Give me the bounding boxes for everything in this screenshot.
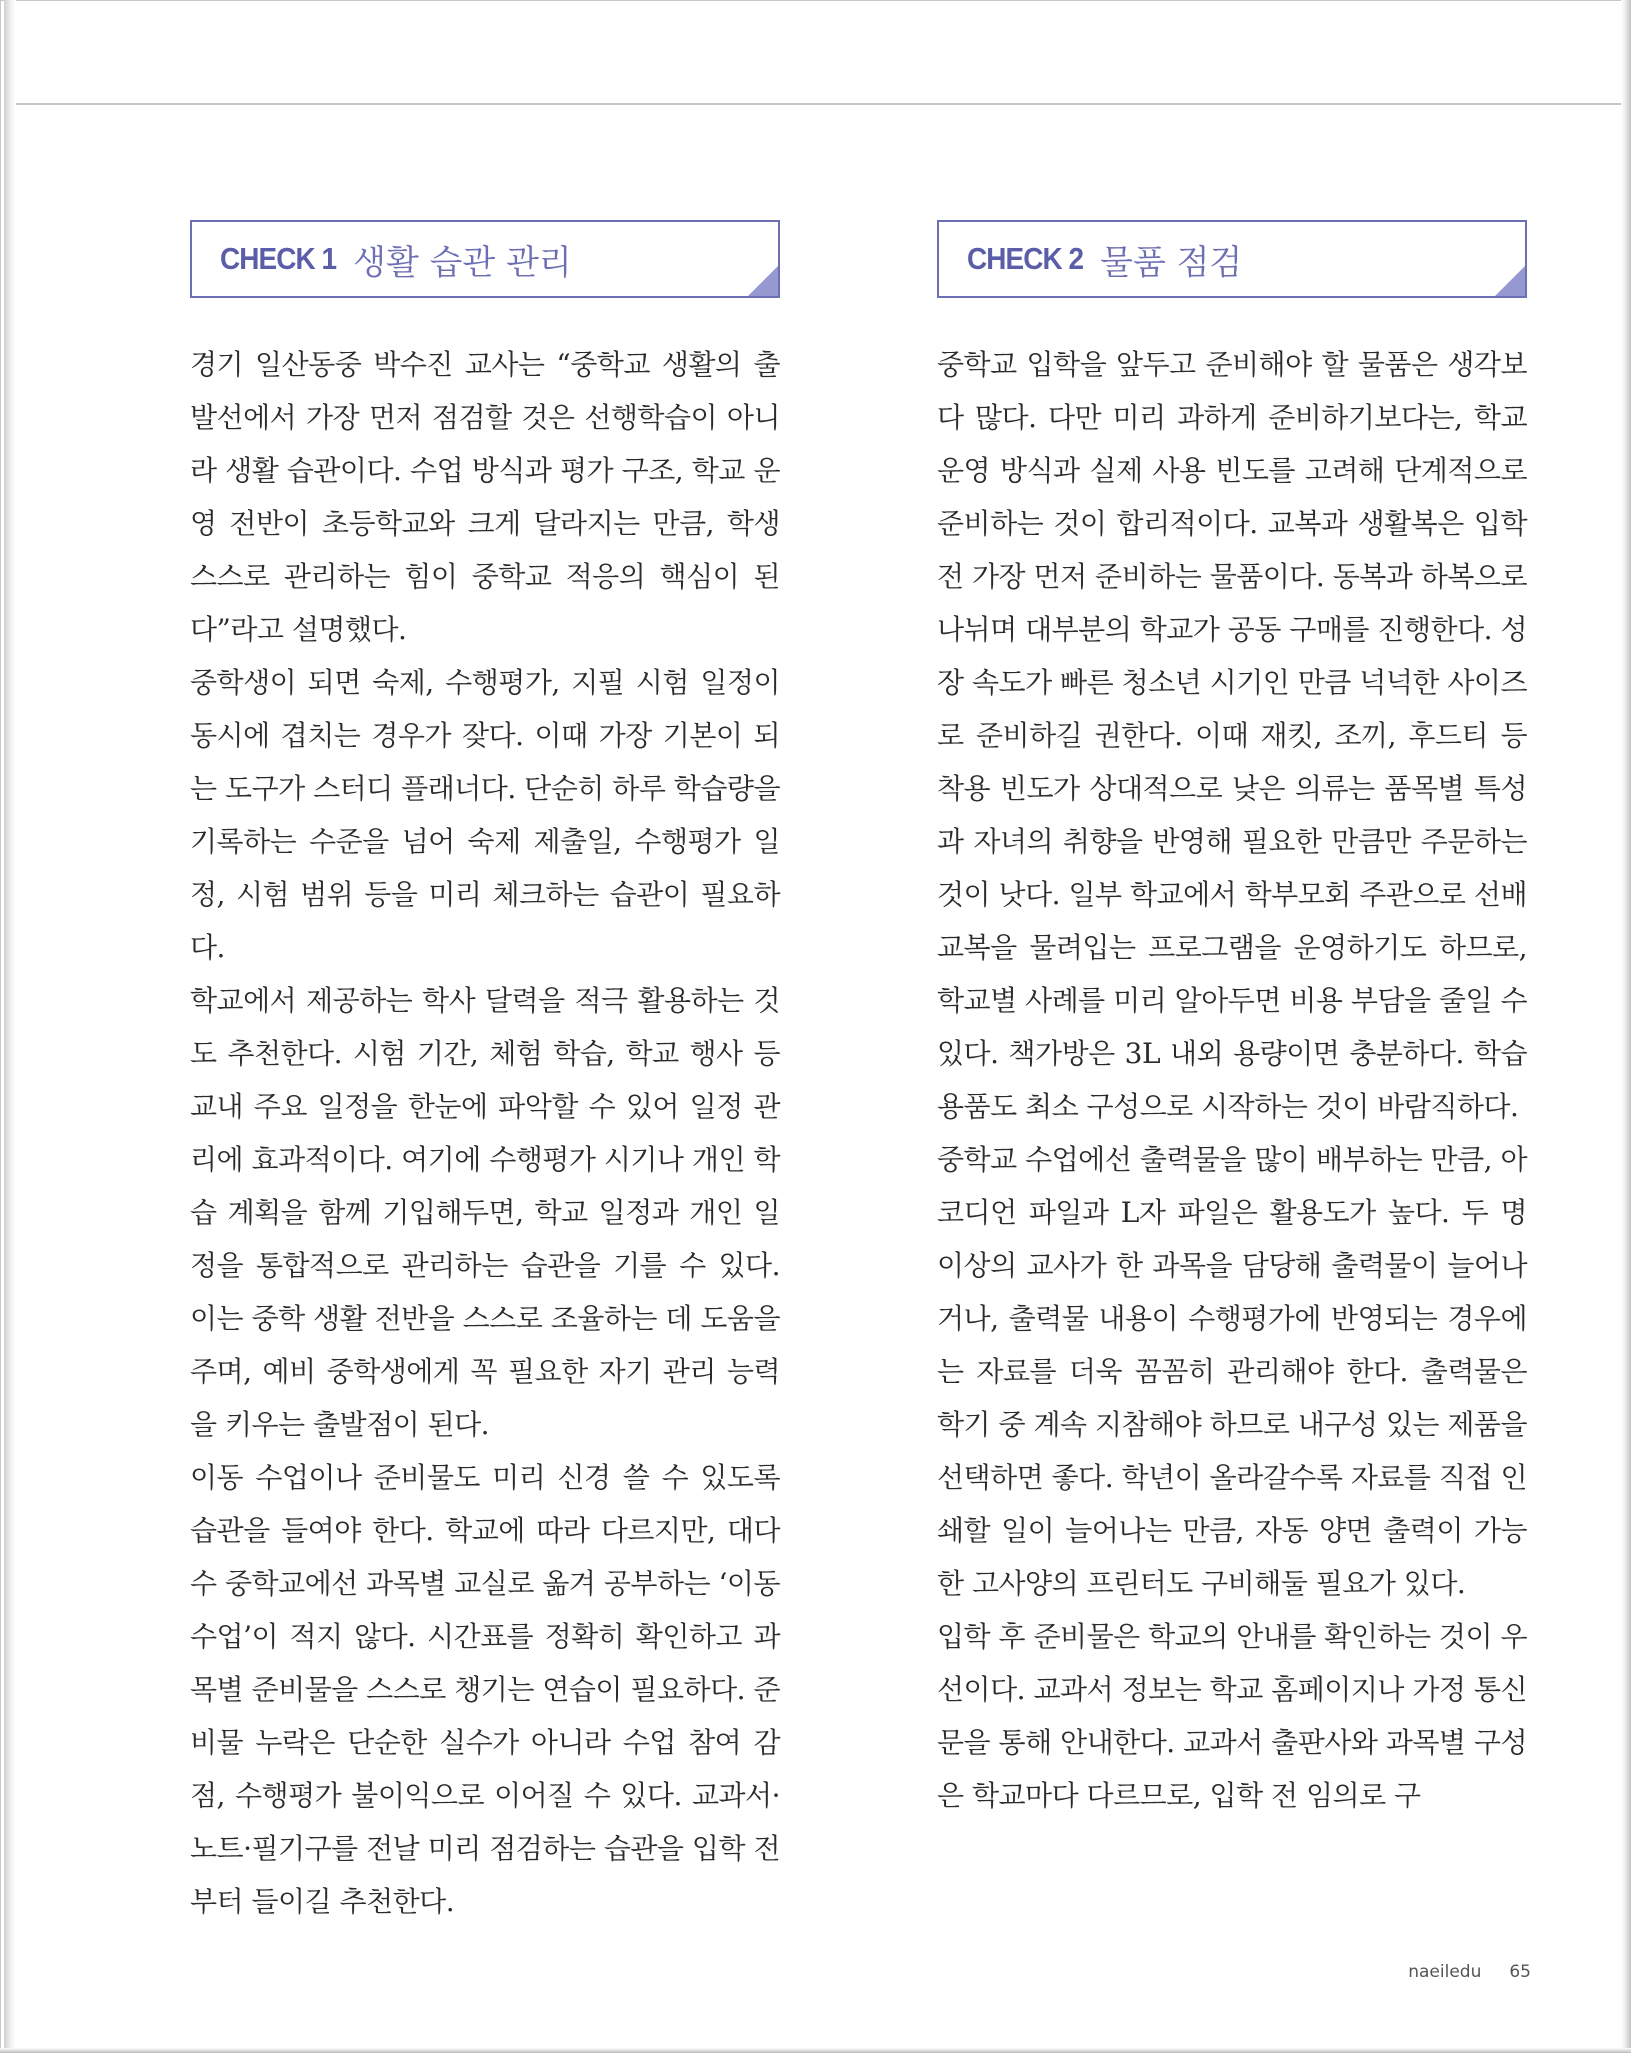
page-outer-edge <box>1621 0 1631 2053</box>
header-rule <box>16 103 1621 105</box>
paragraph: 입학 후 준비물은 학교의 안내를 확인하는 것이 우선이다. 교과서 정보는 학교 홈페이지나 가정 통신문을 통해 안내한다. 교과서 출판사와 과목별 구성은 학교마다 다르므로, 입학 전 임의로 구 <box>937 1620 1527 1812</box>
paragraph: 중학교 수업에선 출력물을 많이 배부하는 만큼, 아코디언 파일과 L자 파일은 활용도가 높다. 두 명 이상의 교사가 한 과목을 담당해 출력물이 늘어나거나, 출력물 내용이 수행평가에 반영되는 경우에는 자료를 더욱 꼼꼼히 관리해야 한다. 출력물은 학기 중 계속 지참해야 하므로 내구성 있는 제품을 선택하면 좋다. 학년이 올라갈수록 자료를 직접 인쇄할 일이 늘어나는 만큼, 자동 양면 출력이 가능한 고사양의 프린터도 구비해둘 필요가 있다. <box>937 1143 1527 1600</box>
paragraph: 학교에서 제공하는 학사 달력을 적극 활용하는 것도 추천한다. 시험 기간, 체험 학습, 학교 행사 등 교내 주요 일정을 한눈에 파악할 수 있어 일정 관리에 효과적이다. 여기에 수행평가 시기나 개인 학습 계획을 함께 기입해두면, 학교 일정과 개인 일정을 통합적으로 관리하는 습관을 기를 수 있다. 이는 중학 생활 전반을 스스로 조율하는 데 도움을 주며, 예비 중학생에게 꼭 필요한 자기 관리 능력을 키우는 출발점이 된다. <box>190 984 780 1441</box>
paragraph: 경기 일산동중 박수진 교사는 “중학교 생활의 출발선에서 가장 먼저 점검할 것은 선행학습이 아니라 생활 습관이다. 수업 방식과 평가 구조, 학교 운영 전반이 초등학교와 크게 달라지는 만큼, 학생 스스로 관리하는 힘이 중학교 적응의 핵심이 된다”라고 설명했다. <box>190 348 780 646</box>
section-title: 물품 점검 <box>1100 242 1243 283</box>
paragraph: 이동 수업이나 준비물도 미리 신경 쓸 수 있도록 습관을 들여야 한다. 학교에 따라 다르지만, 대다수 중학교에선 과목별 교실로 옮겨 공부하는 ‘이동 수업’이 적지 않다. 시간표를 정확히 확인하고 과목별 준비물을 스스로 챙기는 연습이 필요하다. 준비물 누락은 단순한 실수가 아니라 수업 참여 감점, 수행평가 불이익으로 이어질 수 있다. 교과서·노트·필기구를 전날 미리 점검하는 습관을 입학 전부터 들이길 추천한다. <box>190 1461 780 1918</box>
section-body <box>937 338 1527 1822</box>
column-check-2 <box>937 220 1527 1822</box>
section-heading-check-1 <box>190 220 780 298</box>
section-title: 생활 습관 관리 <box>353 242 572 283</box>
section-heading-check-2 <box>937 220 1527 298</box>
page-number: 65 <box>1509 1962 1531 1982</box>
paragraph: 중학생이 되면 숙제, 수행평가, 지필 시험 일정이 동시에 겹치는 경우가 잦다. 이때 가장 기본이 되는 도구가 스터디 플래너다. 단순히 하루 학습량을 기록하는 수준을 넘어 숙제 제출일, 수행평가 일정, 시험 범위 등을 미리 체크하는 습관이 필요하다. <box>190 666 780 964</box>
section-body <box>190 338 780 1928</box>
check-label: CHECK 1 <box>220 241 337 276</box>
page-footer <box>1408 1962 1531 1982</box>
publication-name: naeiledu <box>1408 1962 1482 1982</box>
check-label: CHECK 2 <box>967 241 1084 276</box>
page-binding-edge <box>4 0 16 2053</box>
column-check-1 <box>190 220 780 1928</box>
page-bottom-edge <box>0 2048 1631 2053</box>
paragraph: 중학교 입학을 앞두고 준비해야 할 물품은 생각보다 많다. 다만 미리 과하게 준비하기보다는, 학교 운영 방식과 실제 사용 빈도를 고려해 단계적으로 준비하는 것이 합리적이다. 교복과 생활복은 입학 전 가장 먼저 준비하는 물품이다. 동복과 하복으로 나뉘며 대부분의 학교가 공동 구매를 진행한다. 성장 속도가 빠른 청소년 시기인 만큼 넉넉한 사이즈로 준비하길 권한다. 이때 재킷, 조끼, 후드티 등 착용 빈도가 상대적으로 낮은 의류는 품목별 특성과 자녀의 취향을 반영해 필요한 만큼만 주문하는 것이 낫다. 일부 학교에서 학부모회 주관으로 선배 교복을 물려입는 프로그램을 운영하기도 하므로, 학교별 사례를 미리 알아두면 비용 부담을 줄일 수 있다. 책가방은 3L 내외 용량이면 충분하다. 학습 용품도 최소 구성으로 시작하는 것이 바람직하다. <box>937 348 1527 1123</box>
